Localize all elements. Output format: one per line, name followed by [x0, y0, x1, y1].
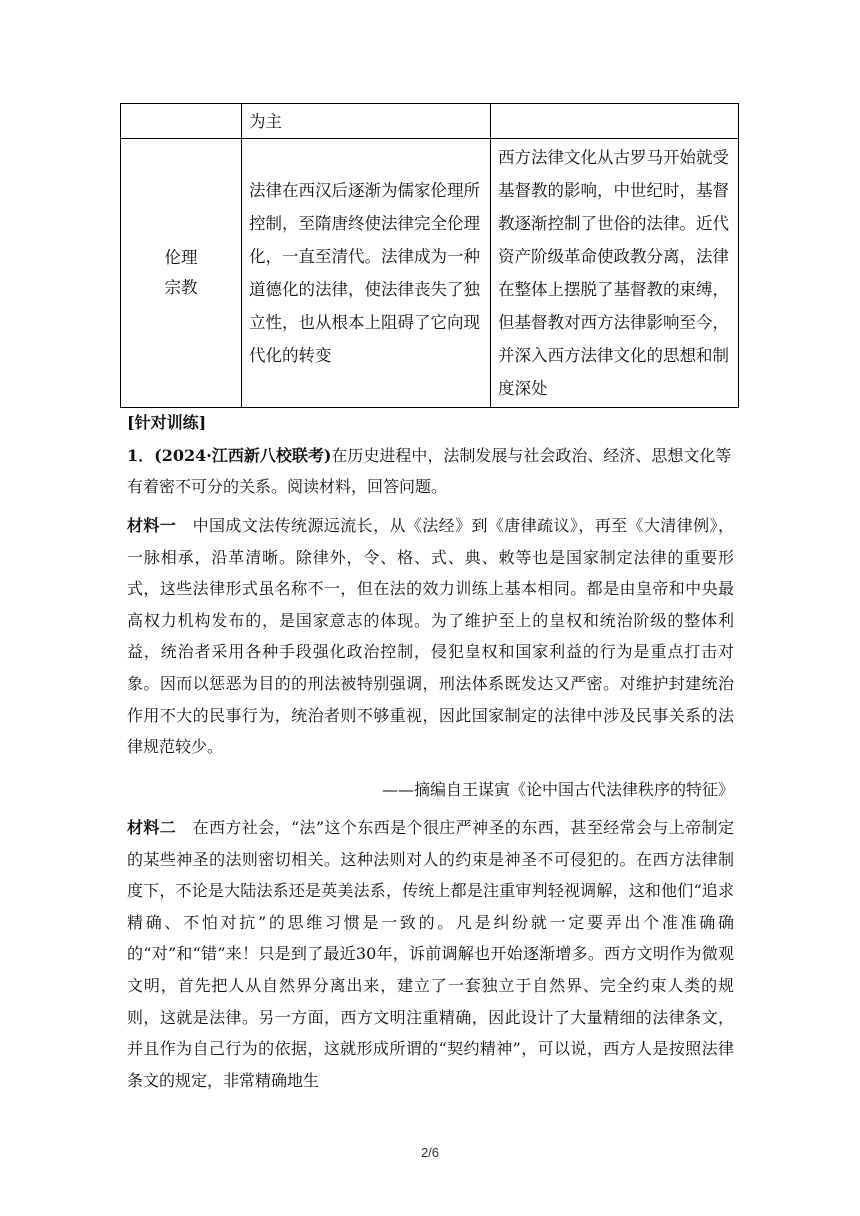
material-source: ——摘编自王谋寅《论中国古代法律秩序的特征》 — [381, 780, 734, 799]
category-label-line2: 宗教 — [164, 278, 198, 297]
comparison-table — [120, 103, 739, 408]
section-heading: [针对训练] — [127, 413, 207, 432]
table-cell-china: 法律在西汉后逐渐为儒家伦理所控制，至隋唐终使法律完全伦理化，一直至清代。法律成为一种道德化的法律，使法律丧失了独立性，也从根本上阻碍了它向现代化的转变 — [242, 139, 491, 408]
question-text: 在历史进程中，法制发展与社会政治、经济、思想文化等有着密不可分的关系。阅读材料，回答问题。 — [127, 446, 732, 496]
material-label: 材料一 — [127, 516, 177, 535]
table-cell-category — [121, 139, 242, 408]
material-text: 中国成文法传统源远流长，从《法经》到《唐律疏议》，再至《大清律例》，一脉相承，沿革清晰。除律外，令、格、式、典、敕等也是国家制定法律的重要形式，这些法律形式虽名称不一，但在法的效力训练上基本相同。都是由皇帝和中央最高权力机构发布的，是国家意志的体现。为了维护至上的皇权和统治阶级的整体利益，统治者采用各种手段强化政治控制，侵犯皇权和国家利益的行为是重点打击对象。因而以惩恶为目的的刑法被特别强调，刑法体系既发达又严密。对维护封建统治作用不大的民事行为，统治者则不够重视，因此国家制定的法律中涉及民事关系的法律规范较少。 — [127, 516, 734, 757]
category-label-line1: 伦理 — [164, 248, 198, 267]
question-stem — [127, 440, 734, 502]
material-one — [127, 510, 734, 763]
material-two — [127, 812, 734, 1096]
table-cell — [491, 104, 739, 139]
question-source: (2024·江西新八校联考) — [154, 446, 332, 465]
page-number: 2/6 — [420, 1145, 440, 1160]
question-number: 1． — [127, 446, 155, 465]
table-cell: 为主 — [242, 104, 491, 139]
material-label: 材料二 — [127, 818, 177, 837]
material-text: 在西方社会，“法”这个东西是个很庄严神圣的东西，甚至经常会与上帝制定的某些神圣的法则密切相关。这种法则对人的约束是神圣不可侵犯的。在西方法律制度下，不论是大陆法系还是英美法系，传统上都是注重审判轻视调解，这和他们“追求精确、不怕对抗”的思维习惯是一致的。凡是纠纷就一定要弄出个准准确确的“对”和“错”来！只是到了最近30年，诉前调解也开始逐渐增多。西方文明作为微观文明，首先把人从自然界分离出来，建立了一套独立于自然界、完全约束人类的规则，这就是法律。另一方面，西方文明注重精确，因此设计了大量精细的法律条文，并且作为自己行为的依据，这就形成所谓的“契约精神”，可以说，西方人是按照法律条文的规定，非常精确地生 — [127, 818, 734, 1090]
table-cell — [121, 104, 242, 139]
table-row — [121, 104, 739, 139]
table-cell-west: 西方法律文化从古罗马开始就受基督教的影响，中世纪时，基督教逐渐控制了世俗的法律。近代资产阶级革命使政教分离，法律在整体上摆脱了基督教的束缚，但基督教对西方法律影响至今，并深入西方法律文化的思想和制度深处 — [491, 139, 739, 408]
table-row — [121, 139, 739, 408]
